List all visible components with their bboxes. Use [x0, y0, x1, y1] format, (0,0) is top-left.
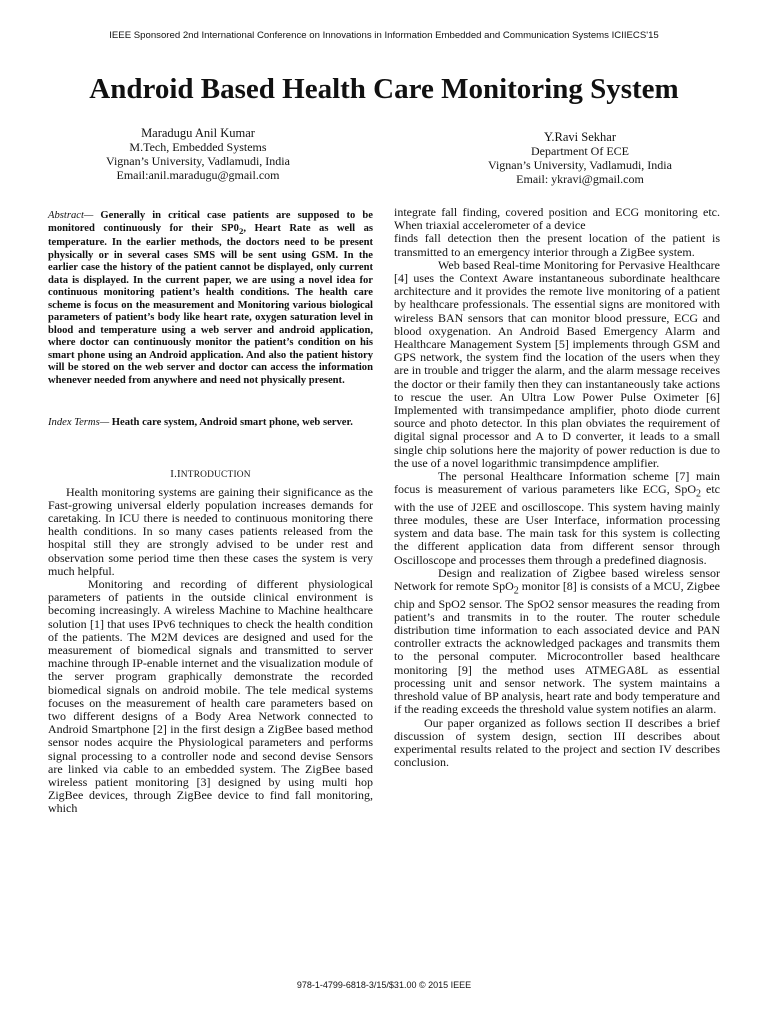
- copyright-footer: 978-1-4799-6818-3/15/$31.00 © 2015 IEEE: [296, 980, 472, 990]
- right-paragraph-4-a: The personal Healthcare Information scheme [7] main focus is measurement of various parameters like ECG, SpO: [394, 469, 720, 497]
- index-terms-lead: Index Terms—: [48, 417, 110, 429]
- right-column: [394, 206, 720, 816]
- author-1: [48, 126, 348, 186]
- intro-paragraph-2: Monitoring and recording of different physiological parameters of patients in the outside clinical environment is becoming increasingly. A wireless Machine to Machine healthcare solution [1] that uses IPv6 techniques to check the health condition of the patients. The M2M devices are designed and used for the measurement of biomedical signals and transmitted to server machine through IP-enable internet and the visualization module of the server program graphically demonstrate the recorded biomedical signals on android mobile. The tele medical systems focuses on the measurement of health care parameters based on two different designs of a Body Area Network connected to Android Smartphone [2] in the first design a ZigBee based method sensor nodes acquire the Physiological parameters and performs signal processing to a controller node and second devise Sensors are linked via cable to an embedded system. The ZigBee based wireless patient monitoring [3] designed by using multi hop ZigBee devices, through ZigBee device to find fall monitoring, which: [48, 577, 373, 816]
- body-columns: [48, 205, 720, 816]
- author-block: [48, 126, 720, 186]
- abstract: [48, 210, 373, 387]
- right-paragraph-5: [394, 567, 720, 717]
- right-paragraph-2: finds fall detection then the present location of the patient is transmitted to an emergency interior through a ZigBee system.: [394, 231, 720, 259]
- author-1-email: Email:anil.maradugu@gmail.com: [116, 168, 280, 182]
- paper-title: Android Based Health Care Monitoring System: [89, 73, 679, 105]
- author-2: [440, 130, 720, 186]
- abstract-lead: Abstract—: [48, 210, 94, 221]
- right-paragraph-4: [394, 470, 720, 567]
- index-terms-text: Heath care system, Android smart phone, web server.: [109, 417, 353, 429]
- left-column: [48, 210, 373, 816]
- section-title-initial: I: [177, 467, 181, 480]
- index-terms: [48, 417, 373, 430]
- section-number: I.: [170, 467, 177, 480]
- section-title-rest: NTRODUCTION: [180, 469, 251, 480]
- author-2-email: Email: ykravi@gmail.com: [516, 172, 644, 186]
- right-paragraph-4-subscript: 2: [696, 488, 702, 500]
- abstract-text-b: , Heart Rate as well as temperature. In the earlier methods, the doctors need to be present physically or in several cases SMS will be sent using GSM. In the earlier case the history of the patient cannot be displayed, only current data is displayed. In the current paper, we are using a novel idea for continuous monitoring patient’s health conditions. The health care scheme is focus on the measurement and Monitoring various biological parameters of patient’s body like heart rate, oxygen saturation level in blood and temperature using a web server and android application, where doctor can continuously monitor the patient’s condition on his smart phone using an Android application. And also the patient history will be stored on the web server and doctor can access the information whenever needed from anywhere and need not physically present.: [48, 222, 373, 386]
- intro-paragraph-1: Health monitoring systems are gaining their significance as the Fast-growing universal elderly population increases demands for caretaking. In ICU there is needed to continuous monitoring there health conditions. In so many cases patients released from the hospital still they are strongly advised to be under rest and observation some period time then these cases the system is very much helpful.: [48, 484, 373, 578]
- right-paragraph-4-b: etc with the use of J2EE and oscilloscope. This system having mainly three modules, these are User Interface, information processing system and data base. The main task for this system is collecting the different application data from different sensor through Oscilloscope and processes them through a predefined diagnosis.: [394, 482, 720, 567]
- right-paragraph-6: Our paper organized as follows section II describes a brief discussion of system design, section III describes about experimental results related to the project and section IV describes conclusion.: [394, 715, 720, 770]
- author-2-affiliation: Vignan’s University, Vadlamudi, India: [488, 158, 672, 172]
- author-1-program: M.Tech, Embedded Systems: [129, 140, 267, 154]
- author-1-name: Maradugu Anil Kumar: [141, 126, 255, 140]
- right-paragraph-5-subscript: 2: [513, 585, 519, 597]
- right-paragraph-3: Web based Real-time Monitoring for Pervasive Healthcare [4] uses the Context Aware instantaneous subordinate healthcare architecture and it provides the remote live monitoring of a patient by healthcare professionals. The essential signs are monitored with wireless BAN sensors that can monitor blood pressure, ECG and blood oxygenation. An Android Based Emergency Alarm and Healthcare Management System [5] implements through GSM and GPS network, the system find the location of the users when they are in trouble and trigger the alarm, and the alarm message receives the doctor or their family then they can instantaneously take actions to rescue the user. An Ultra Low Power Pulse Oximeter [6] Implemented with transimpedance amplifier, photo diode current source and photo detector. In this plan obviates the requirement of digital signal processor and A to D converter, it leads to a small single chip solutions here the majority of power reduction is due to the use of a novel logarithmic transimpdence amplifier.: [394, 257, 720, 470]
- right-paragraph-1: integrate fall finding, covered position and ECG monitoring etc. When triaxial accelerometer of a device: [394, 205, 720, 233]
- section-heading-introduction: [48, 468, 373, 480]
- author-2-department: Department Of ECE: [531, 144, 629, 158]
- author-2-name: Y.Ravi Sekhar: [544, 130, 616, 144]
- conference-header: IEEE Sponsored 2nd International Conference on Innovations in Information Embedded and Communication Systems ICIIECS'15: [109, 30, 659, 41]
- right-paragraph-5-b: monitor [8] is consists of a MCU, Zigbee chip and SpO2 sensor. The SpO2 sensor measures the reading from patient’s and transmits in to the router. The router schedule distribution time information to each associated device and PAN controller extracts the acknowledged packages and transmits them to the personal computer. Microcontroller based healthcare monitoring [9] the method uses ATMEGA8L as essential processing unit and sensor network. The system maintains a threshold value of BP analysis, heart rate and body temperature and if the reading exceeds the threshold value system notifies an alarm.: [394, 579, 720, 717]
- author-1-affiliation: Vignan’s University, Vadlamudi, India: [106, 154, 290, 168]
- abstract-text-a: Generally in critical case patients are supposed to be monitored continuously for their SP0: [48, 210, 373, 234]
- right-paragraph-5-a: Design and realization of Zigbee based wireless sensor Network for remote SpO: [394, 565, 720, 594]
- abstract-subscript: 2: [238, 225, 244, 236]
